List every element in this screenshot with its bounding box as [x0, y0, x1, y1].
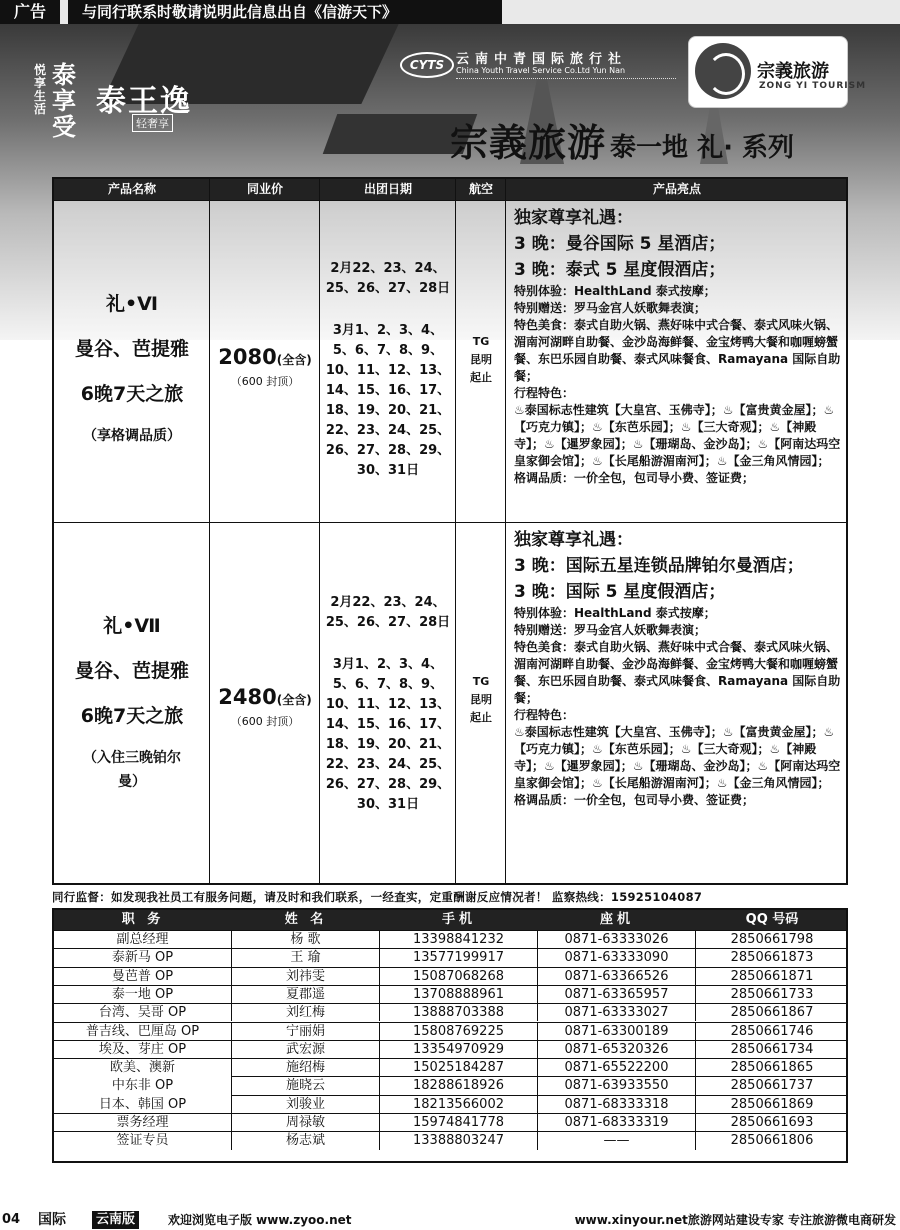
page-number: 04 [2, 1212, 21, 1227]
staff-name: 杨志斌 [232, 1132, 380, 1149]
airline-code: TG [472, 335, 490, 348]
page-footer [0, 1210, 900, 1230]
product-name: 礼•Ⅶ [103, 615, 161, 637]
staff-name: 刘骏业 [232, 1096, 380, 1113]
highlight-line: 特别体验：HealthLand 泰式按摩； [514, 284, 716, 298]
product-note: （入住三晚铂尔曼） [83, 750, 181, 790]
product-row [54, 522, 846, 883]
staff-phone: 0871-63333027 [538, 1004, 696, 1021]
staff-row [54, 967, 846, 985]
price-cell [210, 523, 320, 883]
cyts-emblem: CYTS [400, 52, 454, 78]
staff-qq: 2850661737 [730, 1078, 814, 1094]
product-duration: 6晚7天之旅 [80, 705, 184, 727]
highlight-line: 特别赠送：罗马金宫人妖歌舞表演； [514, 623, 707, 637]
airline-note: 起止 [470, 711, 492, 724]
product-table [52, 177, 848, 885]
series-title [450, 112, 794, 167]
staff-phone: 0871-65522200 [538, 1059, 696, 1076]
highlight-line: 特色美食：泰式自助火锅、燕好味中式合餐、泰式风味火锅、湄南河湖畔自助餐、金沙岛海鲜餐、金宝烤鸭大餐和咖喱螃蟹餐、东巴乐园自助餐、泰式风味餐食、Ramayana 国际自助餐； [514, 318, 841, 383]
staff-qq: 2850661865 [730, 1060, 814, 1076]
cyts-fine-print [456, 78, 676, 83]
staff-qq: 2850661806 [730, 1133, 814, 1149]
dates-cell [320, 201, 456, 522]
staff-role-merged [54, 1059, 232, 1113]
staff-row [54, 1113, 846, 1131]
dates-cell [320, 523, 456, 883]
product-row [54, 200, 846, 522]
highlights-cell [506, 201, 848, 522]
staff-role: 副总经理 [54, 931, 232, 948]
product-name-cell [54, 523, 210, 883]
supervision-notice: 同行监督：如发现我社员工有服务问题，请及时和我们联系，一经查实，定重酬谢反应情况者！ 监察热线：15925104087 [52, 890, 703, 904]
highlight-line: 格调品质：一价全包，包司导小费、签证费； [514, 471, 755, 485]
staff-name: 周禄敏 [232, 1114, 380, 1131]
product-name: 礼•Ⅵ [105, 293, 159, 315]
highlight-line: 独家尊享礼遇： [514, 530, 633, 550]
zongyi-english: ZONG YI TOURISM [759, 81, 867, 91]
cyts-english: China Youth Travel Service Co.Ltd Yun Nan [456, 66, 626, 75]
staff-mobile: 13888703388 [380, 1004, 538, 1021]
staff-name: 刘祎雯 [232, 968, 380, 985]
footer-slogan: www.xinyour.net旅游网站建设专家 专注旅游微电商研发 [574, 1213, 896, 1227]
dates-march: 3月1、2、3、4、5、6、7、8、9、10、11、12、13、14、15、16、17、18、19、20、21、22、23、24、25、26、27、28、29、30、31日 [325, 323, 451, 478]
staff-role: 埃及、芽庄 OP [54, 1041, 232, 1058]
header-phone: 座机 [599, 912, 634, 927]
airline-note: 起止 [470, 371, 492, 384]
staff-mobile: 13708888961 [380, 986, 538, 1003]
staff-row [54, 948, 846, 966]
price-cap: （600 封顶） [230, 375, 300, 388]
header-price: 同业价 [246, 182, 283, 196]
staff-role: 泰新马 OP [54, 949, 232, 966]
staff-phone: 0871-63333090 [538, 949, 696, 966]
highlight-line: 行程特色： [514, 386, 575, 400]
staff-mobile: 15808769225 [380, 1023, 538, 1040]
staff-table-header [54, 910, 846, 930]
staff-row [54, 1131, 846, 1149]
dates-february: 2月22、23、24、25、26、27、28日 [325, 261, 451, 296]
staff-mobile: 15087068268 [380, 968, 538, 985]
staff-phone: 0871-68333318 [538, 1096, 696, 1113]
staff-mobile: 13577199917 [380, 949, 538, 966]
highlight-line: 3 晚：国际五星连锁品牌铂尔曼酒店； [514, 556, 804, 576]
staff-phone: 0871-63300189 [538, 1023, 696, 1040]
staff-name: 杨 歌 [232, 931, 380, 948]
left-logo-text: 泰享受 [52, 60, 76, 141]
staff-row [54, 1040, 846, 1058]
highlight-line: 3 晚：国际 5 星度假酒店； [514, 582, 726, 602]
airline-cell [456, 201, 506, 522]
staff-role: 曼芭普 OP [54, 968, 232, 985]
staff-role: 日本、韩国 OP [98, 1096, 187, 1112]
price-value: 2080(全含) [218, 345, 312, 369]
staff-table [52, 908, 848, 1163]
staff-row [54, 1022, 846, 1040]
left-logo-sub: 轻奢享 [132, 114, 173, 132]
highlight-line: 行程特色： [514, 708, 575, 722]
staff-qq: 2850661733 [730, 986, 814, 1002]
cyts-name: 云南中青国际旅行社 [456, 52, 628, 67]
price-note: (全含) [276, 353, 312, 367]
source-notice: 与同行联系时敬请说明此信息出自《信游天下》 [68, 0, 502, 24]
staff-row [54, 1003, 846, 1021]
staff-mobile: 15025184287 [380, 1059, 538, 1076]
staff-phone: 0871-63365957 [538, 986, 696, 1003]
staff-role: 台湾、吴哥 OP [54, 1004, 232, 1021]
price-note: (全含) [276, 693, 312, 707]
left-logo-vertical: 悦享生活 [34, 63, 47, 116]
staff-phone: 0871-68333319 [538, 1114, 696, 1131]
header-highlights: 产品亮点 [652, 182, 701, 196]
product-route: 曼谷、芭提雅 [74, 660, 189, 682]
cyts-logo [400, 46, 680, 96]
staff-row [54, 985, 846, 1003]
price-cap: （600 封顶） [230, 715, 300, 728]
staff-row [54, 930, 846, 948]
header-product-name: 产品名称 [107, 182, 156, 196]
series-brand: 宗義旅游 [450, 120, 607, 165]
staff-role: 签证专员 [54, 1132, 232, 1149]
highlights-cell [506, 523, 848, 883]
header-name: 姓 名 [284, 912, 328, 927]
staff-phone: 0871-63333026 [538, 931, 696, 948]
staff-qq: 2850661869 [730, 1096, 814, 1112]
left-logo-brand: 泰王逸 [96, 84, 192, 119]
welcome-text: 欢迎浏览电子版 www.zyoo.net [168, 1213, 352, 1227]
staff-name: 夏郡遥 [232, 986, 380, 1003]
zongyi-logo [688, 36, 867, 108]
staff-mobile: 13398841232 [380, 931, 538, 948]
product-duration: 6晚7天之旅 [80, 383, 184, 405]
staff-qq: 2850661693 [730, 1115, 814, 1130]
staff-role: 欧美、澳新 [109, 1060, 175, 1076]
highlight-line: ♨泰国标志性建筑【大皇宫、玉佛寺】；♨【富贵黄金屋】；♨【巧克力镇】；♨【东芭乐园】；♨【三大奇观】；♨【神殿寺】；♨【暹罗象园】；♨【珊瑚岛、金沙岛】；♨【阿南达玛空皇家御会馆】；♨【长尾船游湄南河】；♨【金三角风情园】； [514, 725, 841, 790]
staff-mobile: 13354970929 [380, 1041, 538, 1058]
staff-name: 王 瑜 [232, 949, 380, 966]
airline-city: 昆明 [470, 693, 492, 706]
staff-qq: 2850661798 [730, 932, 814, 947]
staff-qq: 2850661873 [730, 950, 814, 966]
highlight-line: ♨泰国标志性建筑【大皇宫、玉佛寺】；♨【富贵黄金屋】；♨【巧克力镇】；♨【东芭乐园】；♨【三大奇观】；♨【神殿寺】；♨【暹罗象园】；♨【珊瑚岛、金沙岛】；♨【阿南达玛空皇家御会馆】；♨【长尾船游湄南河】；♨【金三角风情园】； [514, 403, 841, 468]
zongyi-name: 宗義旅游 [757, 61, 829, 82]
highlight-line: 特别体验：HealthLand 泰式按摩； [514, 606, 716, 620]
series-subtitle: 泰一地 礼· 系列 [610, 133, 794, 163]
highlight-line: 3 晚：泰式 5 星度假酒店； [514, 260, 726, 280]
highlight-line: 特色美食：泰式自助火锅、燕好味中式合餐、泰式风味火锅、湄南河湖畔自助餐、金沙岛海鲜餐、金宝烤鸭大餐和咖喱螃蟹餐、东巴乐园自助餐、泰式风味餐食、Ramayana 国际自助餐； [514, 640, 841, 705]
header-dates: 出团日期 [363, 182, 412, 196]
airline-city: 昆明 [470, 353, 492, 366]
zongyi-emblem-icon [695, 43, 751, 99]
staff-phone: 0871-63933550 [538, 1077, 696, 1094]
staff-phone: 0871-63366526 [538, 968, 696, 985]
staff-name: 施绍梅 [232, 1059, 380, 1076]
airline-cell [456, 523, 506, 883]
header-mobile: 手机 [441, 912, 476, 927]
staff-name: 刘红梅 [232, 1004, 380, 1021]
price-cell [210, 201, 320, 522]
section-label: 国际 [38, 1212, 66, 1228]
staff-mobile: 18288618926 [380, 1077, 538, 1094]
highlight-line: 独家尊享礼遇： [514, 208, 633, 228]
product-name-cell [54, 201, 210, 522]
product-route: 曼谷、芭提雅 [74, 338, 189, 360]
product-note: （享格调品质） [83, 428, 181, 444]
staff-mobile: 18213566002 [380, 1096, 538, 1113]
airline-code: TG [472, 675, 490, 688]
highlight-line: 特别赠送：罗马金宫人妖歌舞表演； [514, 301, 707, 315]
staff-name: 宁丽娟 [232, 1023, 380, 1040]
highlight-line: 格调品质：一价全包，包司导小费、签证费； [514, 793, 755, 807]
staff-role: 中东非 OP [111, 1078, 174, 1094]
header-qq: QQ 号码 [745, 912, 799, 927]
staff-qq: 2850661867 [730, 1005, 814, 1021]
staff-role: 泰一地 OP [54, 986, 232, 1003]
staff-role: 普吉线、巴厘岛 OP [54, 1023, 232, 1040]
staff-qq: 2850661734 [730, 1041, 814, 1057]
staff-name: 武宏源 [232, 1041, 380, 1058]
staff-mobile: 13388803247 [380, 1132, 538, 1149]
dates-march: 3月1、2、3、4、5、6、7、8、9、10、11、12、13、14、15、16、17、18、19、20、21、22、23、24、25、26、27、28、29、30、31日 [325, 657, 451, 812]
ad-label: 广告 [0, 0, 60, 24]
price-value: 2480(全含) [218, 685, 312, 709]
staff-qq: 2850661871 [730, 968, 814, 984]
staff-role: 票务经理 [54, 1114, 232, 1131]
staff-name: 施晓云 [232, 1077, 380, 1094]
staff-phone: —— [538, 1132, 696, 1149]
staff-phone: 0871-65320326 [538, 1041, 696, 1058]
highlight-line: 3 晚：曼谷国际 5 星酒店； [514, 234, 726, 254]
top-banner [0, 0, 900, 24]
dates-february: 2月22、23、24、25、26、27、28日 [325, 595, 451, 630]
staff-qq: 2850661746 [730, 1023, 814, 1039]
header-role: 职 务 [121, 912, 165, 927]
edition-badge: 云南版 [92, 1211, 139, 1229]
header-airline: 航空 [468, 182, 493, 196]
staff-mobile: 15974841778 [380, 1114, 538, 1131]
